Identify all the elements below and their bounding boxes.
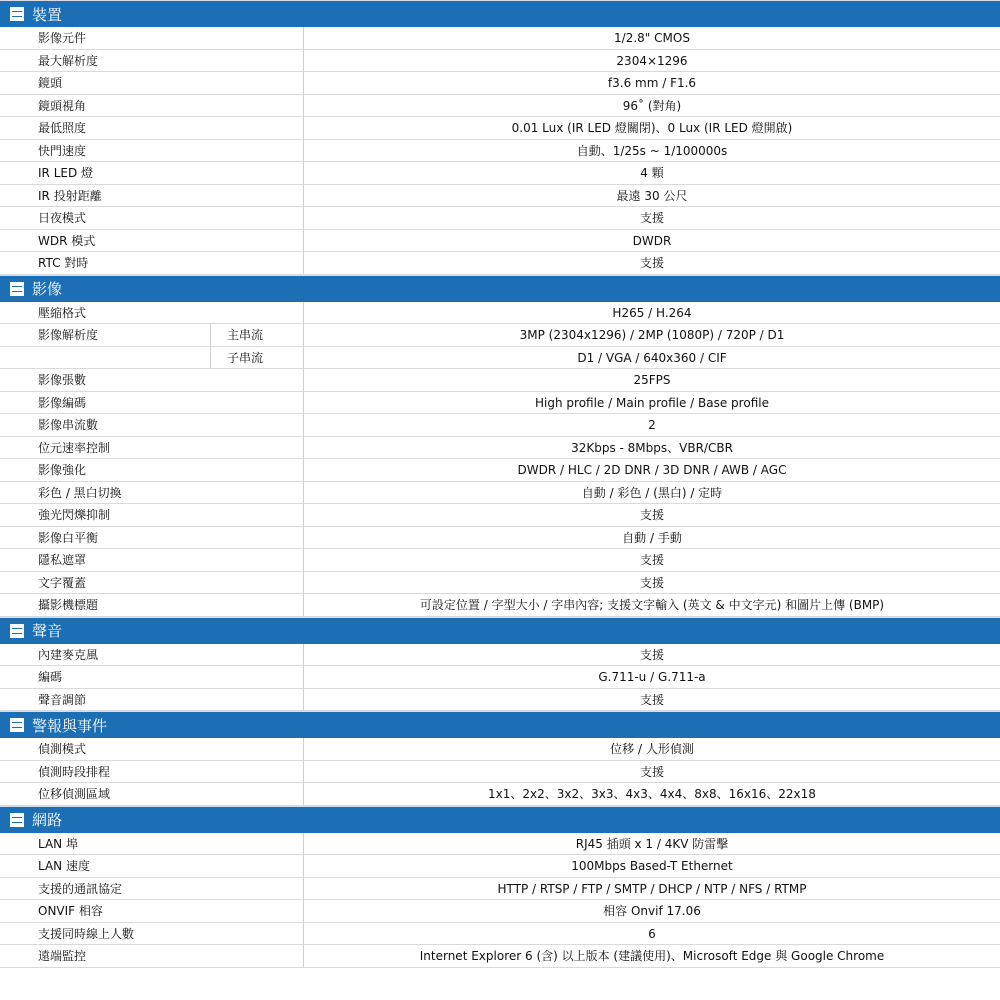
spec-label-main: 影像解析度: [0, 324, 211, 346]
spec-row: [0, 761, 1000, 784]
spec-row: [0, 95, 1000, 118]
spec-value: 0.01 Lux (IR LED 燈關閉)、0 Lux (IR LED 燈開啟): [511, 121, 793, 135]
spec-row: [0, 252, 1000, 275]
spec-value: D1 / VGA / 640x360 / CIF: [577, 350, 727, 365]
spec-label: ONVIF 相容: [0, 900, 304, 922]
spec-value: 6: [648, 926, 656, 941]
spec-row: [0, 833, 1000, 856]
spec-value: 1/2.8" CMOS: [614, 31, 690, 45]
spec-label: 最大解析度: [0, 50, 304, 72]
spec-label: 支援的通訊協定: [0, 878, 304, 900]
spec-row: [0, 207, 1000, 230]
spec-label: 攝影機標題: [0, 594, 304, 616]
spec-row: [0, 504, 1000, 527]
spec-row: [0, 594, 1000, 617]
spec-value: Internet Explorer 6 (含) 以上版本 (建議使用)、Microsoft Edge 與 Google Chrome: [419, 949, 885, 963]
spec-row: [0, 527, 1000, 550]
spec-row: [0, 689, 1000, 712]
spec-row: [0, 549, 1000, 572]
spec-label: [0, 347, 304, 369]
spec-label: 聲音調節: [0, 689, 304, 711]
spec-value: 25FPS: [633, 373, 671, 387]
spec-sublabel: 子串流: [227, 350, 264, 365]
spec-label: 影像元件: [0, 27, 304, 49]
spec-label: 影像白平衡: [0, 527, 304, 549]
spec-row: [0, 369, 1000, 392]
spec-row: [0, 414, 1000, 437]
section-title: 裝置: [32, 5, 63, 24]
section-title: 網路: [32, 811, 63, 829]
list-icon: [10, 7, 24, 21]
spec-value: 96˚ (對角): [622, 98, 682, 113]
spec-label: 文字覆蓋: [0, 572, 304, 594]
spec-label: LAN 埠: [0, 833, 304, 855]
spec-row: [0, 482, 1000, 505]
spec-label: 支援同時線上人數: [0, 923, 304, 945]
spec-label: 編碼: [0, 666, 304, 688]
spec-label: LAN 速度: [0, 855, 304, 877]
spec-row: [0, 572, 1000, 595]
spec-value: 自動 / 彩色 / (黑白) / 定時: [581, 485, 723, 500]
section-header: [0, 617, 1000, 644]
section-header: [0, 275, 1000, 302]
spec-label: 彩色 / 黑白切換: [0, 482, 304, 504]
list-icon: [10, 813, 24, 827]
spec-label: WDR 模式: [0, 230, 304, 252]
spec-label: 壓縮格式: [0, 302, 304, 324]
spec-value: 支援: [639, 647, 664, 662]
spec-row: [0, 666, 1000, 689]
spec-row: [0, 783, 1000, 806]
list-icon: [10, 718, 24, 732]
spec-row: [0, 459, 1000, 482]
list-icon: [10, 624, 24, 638]
spec-row: [0, 185, 1000, 208]
spec-value: 支援: [639, 764, 664, 779]
spec-value: 支援: [639, 553, 664, 567]
spec-value: 1x1、2x2、3x2、3x3、4x3、4x4、8x8、16x16、22x18: [488, 787, 816, 801]
spec-label: [0, 324, 304, 346]
spec-row: [0, 644, 1000, 667]
spec-value: 2: [648, 418, 656, 432]
spec-label: RTC 對時: [0, 252, 304, 274]
spec-value: 最遠 30 公尺: [616, 188, 688, 203]
spec-label: 強光閃爍抑制: [0, 504, 304, 526]
spec-row: [0, 50, 1000, 73]
spec-value: 支援: [639, 508, 664, 522]
spec-value: 位移 / 人形偵測: [610, 742, 694, 756]
spec-label: 偵測時段排程: [0, 761, 304, 783]
section-title: 影像: [32, 280, 63, 298]
spec-row: [0, 162, 1000, 185]
spec-label: 偵測模式: [0, 738, 304, 760]
spec-value: 32Kbps - 8Mbps、VBR/CBR: [571, 440, 733, 455]
spec-label: 隱私遮罩: [0, 549, 304, 571]
spec-label: 影像串流數: [0, 414, 304, 436]
section-header: [0, 806, 1000, 833]
spec-row: [0, 392, 1000, 415]
spec-row: [0, 302, 1000, 325]
list-icon: [10, 282, 24, 296]
spec-label: 影像張數: [0, 369, 304, 391]
spec-value: 可設定位置 / 字型大小 / 字串內容; 支援文字輸入 (英文 & 中文字元) 和圖片上傳 (BMP): [419, 598, 885, 612]
spec-label: IR 投射距離: [0, 185, 304, 207]
spec-value: 2304×1296: [616, 53, 688, 68]
spec-value: 自動 / 手動: [622, 530, 682, 545]
spec-label: 快門速度: [0, 140, 304, 162]
spec-row: [0, 27, 1000, 50]
spec-value: 相容 Onvif 17.06: [603, 904, 701, 918]
spec-sublabel: 主串流: [227, 328, 264, 342]
section-title: 警報與事件: [32, 716, 108, 735]
spec-value: H265 / H.264: [612, 305, 692, 320]
spec-row: [0, 923, 1000, 946]
spec-value: High profile / Main profile / Base profile: [535, 395, 769, 410]
spec-row: [0, 117, 1000, 140]
spec-row: [0, 140, 1000, 163]
spec-label: 位移偵測區域: [0, 783, 304, 805]
spec-value: f3.6 mm / F1.6: [607, 76, 697, 90]
spec-label: IR LED 燈: [0, 162, 304, 184]
spec-value: RJ45 插頭 x 1 / 4KV 防雷擊: [575, 836, 729, 851]
spec-label: 鏡頭視角: [0, 95, 304, 117]
spec-value: 支援: [639, 211, 664, 225]
spec-label: 內建麥克風: [0, 644, 304, 666]
spec-row: [0, 738, 1000, 761]
section-title: 聲音: [32, 622, 63, 640]
spec-row: [0, 324, 1000, 347]
spec-value: 3MP (2304x1296) / 2MP (1080P) / 720P / D1: [519, 328, 785, 342]
spec-value: 4 顆: [640, 166, 664, 180]
spec-label: 影像編碼: [0, 392, 304, 414]
spec-value: 支援: [639, 575, 664, 590]
spec-label: 位元速率控制: [0, 437, 304, 459]
spec-row: [0, 900, 1000, 923]
spec-value: DWDR: [632, 233, 672, 248]
spec-value: 100Mbps Based-T Ethernet: [571, 859, 733, 873]
section-header: [0, 0, 1000, 27]
spec-value: 自動、1/25s ~ 1/100000s: [576, 143, 728, 158]
spec-label: 影像強化: [0, 459, 304, 481]
spec-label-main: [0, 347, 211, 369]
spec-label: 最低照度: [0, 117, 304, 139]
spec-row: [0, 347, 1000, 370]
spec-value: 支援: [639, 692, 664, 707]
spec-row: [0, 437, 1000, 460]
spec-row: [0, 855, 1000, 878]
spec-row: [0, 945, 1000, 968]
spec-label: 遠端監控: [0, 945, 304, 967]
spec-label: 日夜模式: [0, 207, 304, 229]
spec-row: [0, 878, 1000, 901]
spec-value: DWDR / HLC / 2D DNR / 3D DNR / AWB / AGC: [517, 463, 787, 477]
spec-row: [0, 230, 1000, 253]
section-header: [0, 711, 1000, 738]
spec-value: HTTP / RTSP / FTP / SMTP / DHCP / NTP / NFS / RTMP: [497, 881, 807, 896]
spec-label: 鏡頭: [0, 72, 304, 94]
spec-value: 支援: [639, 256, 664, 270]
spec-value: G.711-u / G.711-a: [598, 670, 706, 684]
spec-row: [0, 72, 1000, 95]
